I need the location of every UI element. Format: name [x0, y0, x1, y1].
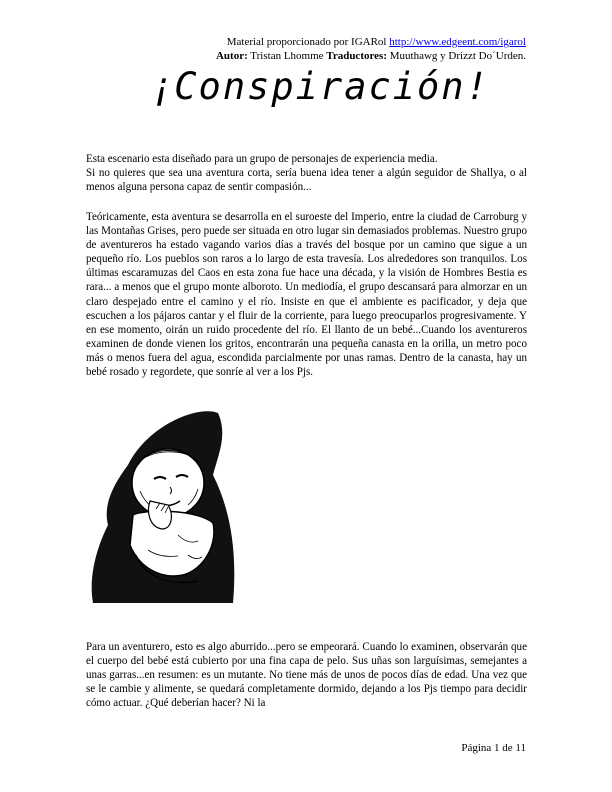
translators-names: Muuthawg y Drizzt Do´Urden. — [387, 50, 526, 62]
intro-line-2: Si no quieres que sea una aventura corta, sería buena idea tener a algún seguidor de Shallya, o al menos alguna persona capaz de sentir compasión... — [86, 167, 527, 194]
intro-text — [86, 152, 527, 194]
paragraph-2-text: Para un aventurero, esto es algo aburrido...pero se empeorará. Cuando lo examinen, observarán que el cuerpo del bebé está cubierto por una fina capa de pelo. Sus uñas son larguísimas, semejantes a unas garras...en resumen: es un mutante. No tiene más de unos de pocos días de edad. Una vez que se le cambie y alimente, se quedará completamente dormido, dejando a los Pjs tiempo para decidir cómo actuar. ¿Qué deberían hacer? Ni la — [86, 641, 527, 710]
paragraph-1-text: Teóricamente, esta aventura se desarrolla en el suroeste del Imperio, entre la ciudad de Carroburg y las Montañas Grises, pero puede ser situada en otro lugar sin demasiados problemas. Nuestro grupo de aventureros ha estado vagando varios días a través del bosque por un camino que sigue a un pequeño río. Los pueblos son raros a lo largo de esta travesía. Los alrededores son tranquilos. Los últimas escaramuzas del Caos en esta zona fue hace una década, y la visión de Hombres Bestia es rara... a menos que el grupo monte alboroto. Un mediodía, el grupo descansará para almorzar en un claro despejado entre el camino y el río. Insiste en que el ambiente es pacificador, y deja que escuchen a los pájaros cantar y el fluir de la corriente, para luego preocuparlos progresivamente. Y en ese momento, oirán un ruido procedente del río. El llanto de un bebé...Cuando los aventureros examinen de donde vienen los gritos, encontrarán una pequeña canasta en la orilla, un metro poco más o menos fuera del agua, escondida parcialmente por unas ramas. Dentro de la canasta, hay un bebé rosado y regordete, que sonríe al ver a los Pjs. — [86, 211, 527, 379]
credit-text: Material proporcionado por IGARol — [226, 36, 390, 48]
baby-illustration — [88, 405, 243, 603]
page-header — [216, 35, 526, 63]
credit-link[interactable]: http://www.edgeent.com/igarol — [389, 36, 526, 48]
page-number: Página 1 de 11 — [461, 742, 526, 754]
page-title: ¡Conspiración! — [150, 65, 490, 108]
intro-line-1: Esta escenario esta diseñado para un grupo de personajes de experiencia media. — [86, 153, 438, 165]
paragraph-2 — [86, 640, 527, 710]
translators-label: Traductores: — [326, 50, 387, 62]
paragraph-1 — [86, 210, 527, 379]
credit-line — [216, 35, 526, 49]
author-line — [216, 49, 526, 63]
author-label: Autor: — [215, 50, 248, 62]
author-name: Tristan Lhomme — [247, 50, 327, 62]
